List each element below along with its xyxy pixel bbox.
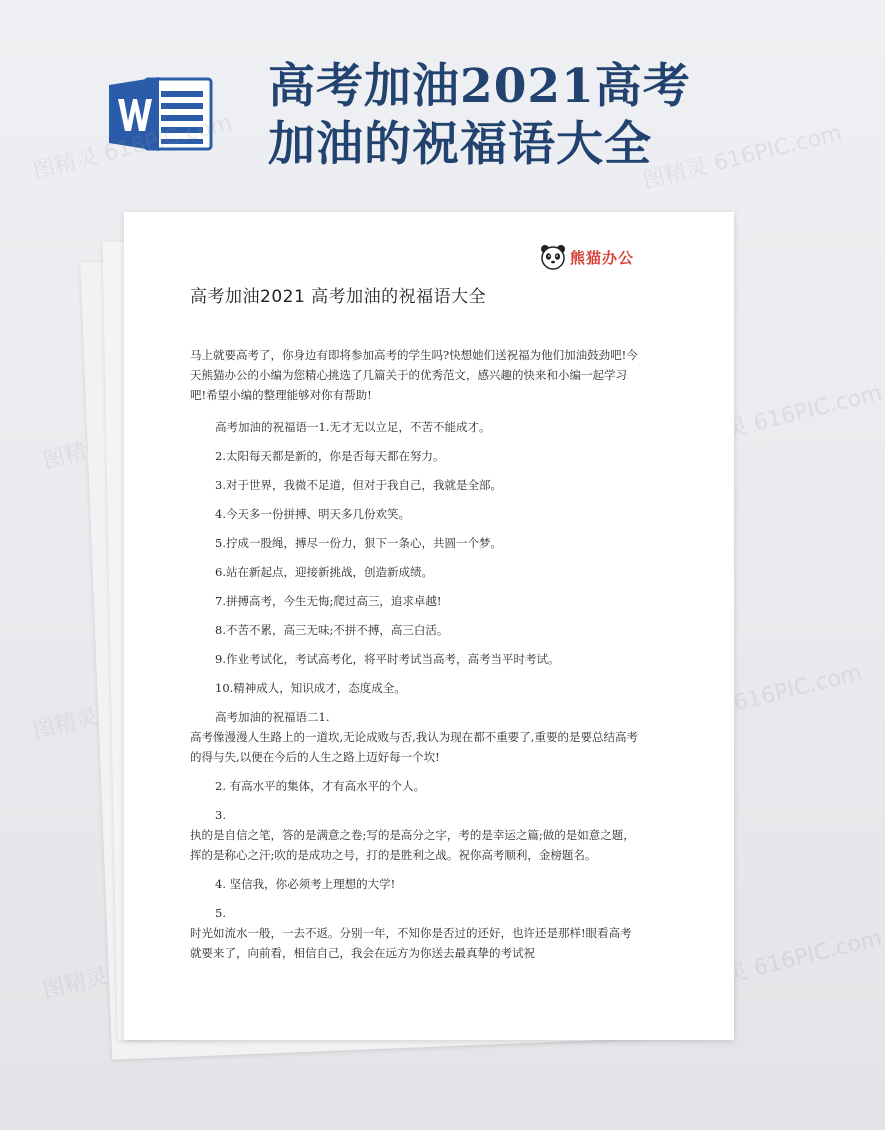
blessing-item: 7.拼搏高考，今生无悔;爬过高三，追求卓越! xyxy=(215,594,442,608)
page-title: 高考加油2021高考加油的祝福语大全 xyxy=(268,59,691,172)
blessing-item: 高考加油的祝福语一1.无才无以立足，不苦不能成才。 xyxy=(215,420,491,434)
document-title: 高考加油2021 高考加油的祝福语大全 xyxy=(190,287,487,307)
document-body xyxy=(190,345,642,963)
watermark: 图精灵 616PIC.com xyxy=(680,380,885,455)
watermark: 图精灵 616PIC.com xyxy=(680,925,885,1000)
panda-icon xyxy=(540,244,566,270)
item-number: 5. xyxy=(215,906,226,920)
watermark: 图精灵 616PIC.com xyxy=(640,120,845,195)
blessing-item: 9.作业考试化，考试高考化，将平时考试当高考，高考当平时考试。 xyxy=(215,652,560,666)
blessing-item: 3.对于世界，我微不足道，但对于我自己，我就是全部。 xyxy=(215,478,502,492)
word-document-icon xyxy=(107,75,215,153)
brand-logo xyxy=(540,244,634,270)
watermark: 图精灵 616PIC.com xyxy=(30,110,235,185)
section-heading: 高考加油的祝福语二1. xyxy=(215,710,330,724)
paragraph: 高考像漫漫人生路上的一道坎,无论成败与否,我认为现在都不重要了,重要的是要总结高考的得与失,以便在今后的人生之路上迈好每一个坎! xyxy=(190,730,638,764)
watermark: 图精灵 xyxy=(40,964,111,1005)
watermark: 图精灵 616PIC.com xyxy=(660,660,865,735)
paragraph: 2. 有高水平的集体，才有高水平的个人。 xyxy=(215,779,426,793)
blessing-item: 8.不苦不累，高三无味;不拼不搏，高三白活。 xyxy=(215,623,449,637)
intro-paragraph: 马上就要高考了，你身边有即将参加高考的学生吗?快想她们送祝福为他们加油鼓劲吧!今天熊猫办公的小编为您精心挑选了几篇关于的优秀范文，感兴趣的快来和小编一起学习吧!希望小编的整理能够对你有帮助! xyxy=(190,348,638,402)
blessing-item: 5.拧成一股绳，搏尽一份力，狠下一条心，共圆一个梦。 xyxy=(215,536,502,550)
paragraph: 4. 坚信我，你必须考上理想的大学! xyxy=(215,877,396,891)
paragraph: 执的是自信之笔，答的是满意之卷;写的是高分之字，考的是幸运之篇;做的是如意之题，挥的是称心之汗;吹的是成功之号，打的是胜利之战。祝你高考顺利，金榜题名。 xyxy=(190,828,635,862)
blessing-item: 10.精神成人，知识成才，态度成全。 xyxy=(215,681,406,695)
blessing-item: 2.太阳每天都是新的，你是否每天都在努力。 xyxy=(215,449,445,463)
paragraph: 时光如流水一般，一去不返。分别一年，不知你是否过的还好，也许还是那样!眼看高考就要来了，向前看，相信自己，我会在远方为你送去最真挚的考试祝 xyxy=(190,926,632,960)
blessing-item: 6.站在新起点，迎接新挑战，创造新成绩。 xyxy=(215,565,433,579)
document-page xyxy=(124,212,734,1040)
item-number: 3. xyxy=(215,808,226,822)
brand-name: 熊猫办公 xyxy=(569,248,634,267)
watermark: 图精灵 xyxy=(40,434,111,475)
watermark: 图精灵 xyxy=(30,704,101,745)
blessing-item: 4.今天多一份拼搏、明天多几份欢笑。 xyxy=(215,507,410,521)
